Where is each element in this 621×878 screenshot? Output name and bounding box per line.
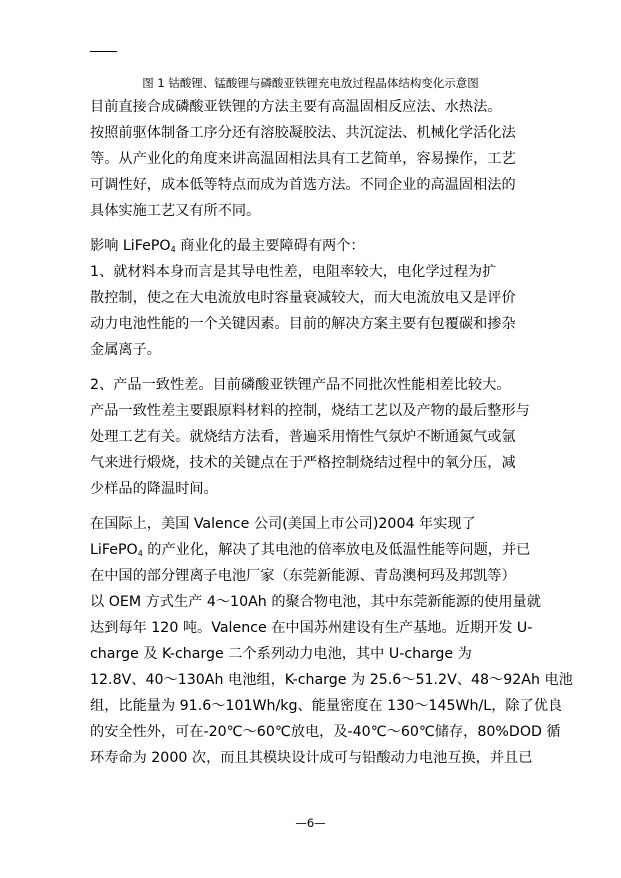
text-line: 动力电池性能的一个关键因素。目前的解决方案主要有包覆碳和掺杂	[90, 316, 516, 332]
text-line: 气来进行煅烧，技术的关键点在于严格控制烧结过程中的氧分压，减	[90, 455, 516, 471]
text-line: 等。从产业化的角度来讲高温固相法具有工艺简单，容易操作，工艺	[90, 151, 516, 167]
text-line: LiFePO$_4$ 的产业化，解决了其电池的倍率放电及低温性能等问题，并已	[90, 542, 531, 558]
text-line: 的安全性外，可在-20℃～60℃放电，及-40℃～60℃储存，80%DOD 循	[90, 724, 561, 740]
text-line: 以 OEM 方式生产 4～10Ah 的聚合物电池，其中东莞新能源的使用量就	[90, 594, 541, 610]
text-line: 达到每年 120 吨。Valence 在中国苏州建设有生产基地。近期开发 U-	[90, 620, 533, 636]
text-line: 产品一致性差主要跟原料材料的控制，烧结工艺以及产物的最后整形与	[90, 403, 530, 419]
text-line: 环寿命为 2000 次，而且其模块设计成可与铅酸动力电池互换，并且已	[90, 750, 533, 766]
figure-caption: 图 1 钴酸锂、锰酸锂与磷酸亚铁锂充电放过程晶体结构变化示意图	[142, 76, 479, 90]
text-line: 影响 LiFePO$_4$ 商业化的最主要障碍有两个：	[90, 238, 365, 254]
text-line: 按照前驱体制备工序分还有溶胶凝胶法、共沉淀法、机械化学活化法	[90, 125, 516, 141]
text-line: 1、就材料本身而言是其导电性差，电阻率较大，电化学过程为扩	[90, 264, 497, 280]
text-line: 可调性好，成本低等特点而成为首选方法。不同企业的高温固相法的	[90, 177, 516, 193]
text-line: 在国际上，美国 Valence 公司(美国上市公司)2004 年实现了	[90, 516, 476, 532]
text-line: 散控制，使之在大电流放电时容量衰减较大，而大电流放电又是评价	[90, 290, 516, 306]
text-line: 目前直接合成磷酸亚铁锂的方法主要有高温固相反应法、水热法。	[90, 99, 502, 115]
text-line: 处理工艺有关。就烧结方法看，普遍采用惰性气氛炉不断通氮气或氩	[90, 429, 516, 445]
text-line: 组，比能量为 91.6～101Wh/kg、能量密度在 130～145Wh/L，除了优良	[90, 698, 563, 714]
text-line: charge 及 K-charge 二个系列动力电池，其中 U-charge 为	[90, 646, 472, 662]
page-number: —6—	[295, 816, 326, 830]
text-line: 12.8V、40～130Ah 电池组，K-charge 为 25.6～51.2V、48～92Ah 电池	[90, 672, 573, 688]
text-line: 具体实施工艺又有所不同。	[90, 203, 261, 219]
text-line: 金属离子。	[90, 342, 161, 358]
text-line: 在中国的部分锂离子电池厂家（东莞新能源、青岛澳柯玛及邦凯等）	[90, 568, 516, 584]
header-rule	[90, 51, 117, 52]
text-line: 2、产品一致性差。目前磷酸亚铁锂产品不同批次性能相差比较大。	[90, 377, 511, 393]
text-line: 少样品的降温时间。	[90, 481, 218, 497]
